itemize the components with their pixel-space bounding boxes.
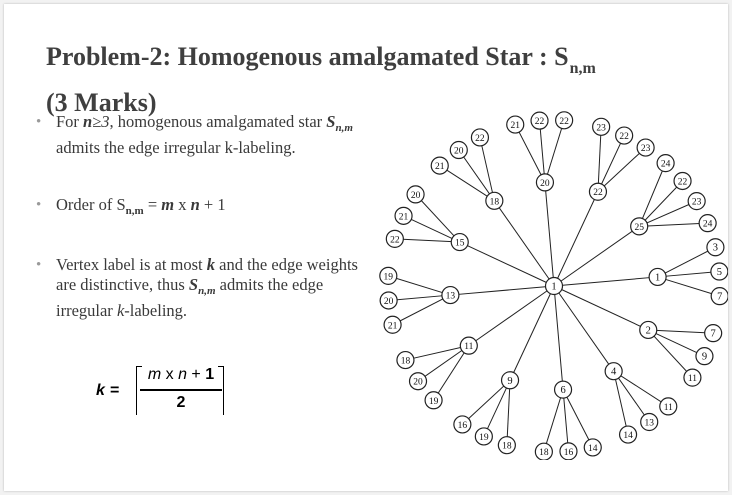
leaf-vertex-5-0-label: 19	[428, 396, 439, 407]
center-edge-1	[554, 286, 648, 330]
hub-vertex-3-label: 6	[560, 385, 566, 397]
leaf-vertex-4-1-label: 19	[479, 432, 489, 443]
center-edge-6	[450, 286, 554, 295]
leaf-vertex-5-1-label: 20	[413, 377, 423, 388]
hub-vertex-8-label: 18	[489, 197, 500, 208]
bullet1-three: 3	[101, 112, 110, 131]
leaf-vertex-0-2-label: 7	[717, 291, 723, 303]
hub-vertex-11	[631, 218, 648, 235]
leaf-vertex-3-0	[584, 439, 601, 456]
leaf-edge-4-1	[484, 380, 510, 436]
leaf-edge-7-0	[395, 239, 460, 242]
leaf-vertex-8-0-label: 21	[434, 162, 445, 173]
leaf-vertex-0-0-label: 3	[712, 242, 719, 254]
bullet3-pre: Vertex label is at most	[56, 255, 207, 274]
bullet2-x: x	[174, 195, 191, 214]
hub-vertex-2	[605, 363, 622, 380]
bullet1-n: n	[83, 112, 93, 131]
leaf-vertex-8-0	[431, 157, 448, 174]
leaf-vertex-3-1-label: 16	[563, 447, 574, 458]
leaf-vertex-7-2-label: 20	[410, 190, 421, 201]
center-edge-0	[554, 277, 658, 286]
leaf-edge-9-2	[545, 120, 564, 182]
leaf-vertex-9-1	[531, 112, 548, 129]
hub-vertex-1-label: 2	[645, 325, 651, 337]
leaf-vertex-0-1	[711, 263, 728, 280]
bullet2-m: m	[161, 195, 175, 214]
leaf-vertex-4-2	[454, 416, 471, 433]
center-edge-10	[554, 192, 598, 286]
leaf-vertex-9-0	[507, 116, 524, 133]
bullet2-pre: Order of S	[56, 195, 126, 214]
hub-vertex-11-label: 25	[634, 222, 644, 233]
bullet2-tail: + 1	[199, 195, 226, 214]
center-edge-5	[469, 286, 554, 346]
fraction-bar	[140, 389, 222, 391]
numerator-plus: +	[186, 366, 206, 383]
bullet-list	[34, 108, 374, 321]
leaf-vertex-5-1	[410, 373, 427, 390]
bullet3-mid: and the edge weights are distinctive, thus	[56, 255, 358, 294]
amalgamated-star-graph	[376, 100, 728, 460]
leaf-vertex-2-0-label: 11	[663, 402, 673, 413]
leaf-vertex-6-1-label: 20	[383, 296, 394, 307]
bullet1-s: S	[326, 112, 336, 131]
numerator-n: n	[178, 366, 187, 383]
leaf-vertex-0-0	[707, 239, 724, 256]
bullet1-post: admits the edge irregular k-labeling.	[56, 138, 296, 157]
leaf-vertex-7-1	[395, 207, 412, 224]
bullet3-mid2: admits the edge irregular	[56, 275, 324, 320]
hub-vertex-10	[589, 183, 606, 200]
hub-vertex-5	[460, 337, 477, 354]
formula-equals: =	[110, 382, 120, 399]
center-vertex-label: 1	[551, 281, 557, 293]
hub-vertex-6-label: 13	[445, 291, 456, 302]
leaf-edge-5-0	[434, 346, 469, 401]
hub-vertex-7-label: 15	[454, 238, 465, 249]
leaf-vertex-6-2	[380, 267, 397, 284]
bullet2-n: n	[190, 195, 200, 214]
leaf-vertex-3-2-label: 18	[539, 448, 549, 459]
leaf-vertex-3-0-label: 14	[588, 443, 598, 454]
ceiling-right-bracket	[218, 366, 224, 415]
center-edge-2	[554, 286, 614, 371]
leaf-vertex-11-1-label: 22	[677, 177, 688, 188]
leaf-vertex-8-2	[471, 129, 488, 146]
center-edge-8	[494, 201, 554, 286]
leaf-vertex-9-2	[556, 112, 573, 129]
leaf-edge-3-2	[544, 390, 563, 452]
leaf-vertex-4-0	[498, 437, 515, 454]
leaf-vertex-5-2	[397, 352, 414, 369]
bullet3-post: -labeling.	[124, 301, 188, 320]
leaf-vertex-2-0	[660, 398, 677, 415]
leaf-vertex-7-0-label: 22	[390, 235, 400, 246]
leaf-vertex-2-1-label: 13	[644, 418, 654, 429]
slide	[4, 4, 728, 491]
title-text: Problem-2: Homogenous amalgamated Star : S	[46, 42, 569, 71]
leaf-edge-11-3	[639, 223, 707, 226]
bullet1-geq: ≥	[92, 112, 102, 131]
leaf-edge-10-2	[598, 148, 646, 192]
leaf-edge-10-0	[598, 127, 601, 192]
leaf-vertex-10-2-label: 23	[640, 144, 651, 155]
leaf-vertex-1-1-label: 9	[701, 351, 708, 363]
leaf-vertex-8-1-label: 20	[454, 146, 464, 157]
leaf-edge-4-0	[507, 380, 510, 445]
hub-vertex-10-label: 22	[593, 188, 603, 199]
hub-vertex-9	[536, 174, 553, 191]
leaf-vertex-11-2-label: 23	[691, 197, 702, 208]
leaf-vertex-9-2-label: 22	[559, 116, 569, 127]
leaf-vertex-10-2	[637, 139, 654, 156]
leaf-vertex-4-1	[475, 428, 492, 445]
leaf-vertex-1-0	[705, 325, 722, 342]
leaf-vertex-9-1-label: 22	[534, 117, 545, 128]
leaf-vertex-5-0	[425, 392, 442, 409]
leaf-edge-0-2	[658, 277, 720, 296]
hub-vertex-8	[486, 192, 503, 209]
leaf-vertex-0-1-label: 5	[716, 267, 722, 279]
hub-vertex-0	[649, 268, 666, 285]
hub-vertex-1	[640, 321, 657, 338]
bullet-edge-irregular	[34, 112, 374, 158]
leaf-vertex-6-0	[384, 316, 401, 333]
leaf-vertex-7-2	[407, 186, 424, 203]
bullet3-k2: k	[116, 301, 125, 320]
leaf-vertex-10-0	[593, 118, 610, 135]
center-edge-7	[460, 242, 554, 286]
bullet1-mid: , homogenous amalgamated star	[109, 112, 327, 131]
bullet3-s-sub: n,m	[198, 285, 216, 297]
hub-vertex-0-label: 1	[654, 272, 661, 284]
center-edge-4	[510, 286, 554, 380]
leaf-vertex-6-2-label: 19	[383, 272, 394, 283]
center-edge-11	[554, 226, 639, 286]
formula-k: k	[96, 382, 105, 399]
bullet1-pre: For	[56, 112, 84, 131]
leaf-vertex-3-1	[560, 443, 577, 460]
hub-vertex-5-label: 11	[464, 342, 474, 353]
leaf-vertex-11-1	[674, 172, 691, 189]
leaf-edge-1-1	[648, 330, 704, 356]
leaf-vertex-7-0	[386, 230, 403, 247]
leaf-edge-1-0	[648, 330, 713, 333]
leaf-vertex-0-2	[711, 288, 728, 305]
numerator-x: x	[161, 366, 179, 383]
bullet2-eq: =	[143, 195, 162, 214]
leaf-edge-10-1	[598, 136, 624, 192]
title-subscript: n,m	[569, 60, 596, 77]
leaf-vertex-4-0-label: 18	[502, 441, 512, 452]
leaf-vertex-1-2	[684, 369, 701, 386]
bullet3-s: S	[188, 275, 199, 294]
leaf-vertex-5-2-label: 18	[400, 356, 411, 367]
center-edge-9	[545, 182, 554, 286]
leaf-vertex-8-2-label: 22	[475, 133, 485, 144]
bullet3-k: k	[206, 255, 216, 274]
bullet1-s-sub: n,m	[335, 122, 353, 134]
leaf-vertex-10-0-label: 23	[596, 123, 606, 134]
title-marks: (3 Marks)	[46, 88, 157, 117]
leaf-vertex-11-2	[688, 193, 705, 210]
bullet2-sub: n,m	[125, 205, 144, 217]
leaf-edge-8-0	[440, 166, 495, 201]
numerator-one: 1	[205, 366, 215, 383]
leaf-vertex-4-2-label: 16	[457, 420, 468, 431]
numerator-m: m	[147, 366, 162, 383]
leaf-vertex-6-0-label: 21	[387, 321, 398, 332]
leaf-vertex-2-1	[641, 413, 658, 430]
hub-vertex-9-label: 20	[540, 178, 550, 189]
leaf-vertex-2-2	[620, 426, 637, 443]
leaf-edge-7-1	[404, 216, 460, 242]
leaf-vertex-8-1	[450, 142, 467, 159]
leaf-vertex-11-3	[699, 215, 716, 232]
hub-vertex-6	[442, 287, 459, 304]
hub-vertex-3	[555, 381, 572, 398]
leaf-vertex-2-2-label: 14	[623, 431, 633, 442]
leaf-vertex-10-1	[616, 127, 633, 144]
leaf-edge-1-2	[648, 330, 692, 378]
leaf-vertex-10-1-label: 22	[619, 132, 629, 143]
hub-vertex-4-label: 9	[507, 375, 513, 387]
leaf-edge-4-2	[462, 380, 510, 424]
leaf-vertex-11-0-label: 24	[660, 159, 671, 170]
bullet-order	[34, 195, 374, 221]
center-edge-3	[554, 286, 563, 390]
formula-numerator	[140, 366, 222, 384]
leaf-vertex-1-2-label: 11	[687, 374, 698, 385]
hub-vertex-4	[502, 372, 519, 389]
hub-vertex-2-label: 4	[611, 366, 617, 378]
formula-ceiling-fraction	[136, 366, 224, 416]
star-graph-svg	[376, 100, 728, 460]
leaf-vertex-9-0-label: 21	[510, 121, 520, 132]
leaf-vertex-3-2	[535, 443, 552, 460]
leaf-vertex-7-1-label: 21	[398, 212, 409, 223]
bullet-vertex-label	[34, 255, 374, 321]
leaf-vertex-11-0	[657, 155, 674, 172]
formula-denominator: 2	[176, 394, 186, 411]
leaf-edge-6-2	[388, 276, 450, 295]
leaf-vertex-1-1	[696, 348, 713, 365]
leaf-vertex-1-0-label: 7	[710, 328, 716, 340]
hub-vertex-7	[451, 234, 468, 251]
leaf-edge-11-1	[639, 181, 682, 226]
leaf-edge-7-2	[416, 194, 460, 242]
center-vertex	[546, 278, 563, 295]
leaf-vertex-6-1	[380, 292, 397, 309]
leaf-edge-2-0	[614, 371, 669, 406]
leaf-vertex-11-3-label: 24	[702, 219, 713, 230]
